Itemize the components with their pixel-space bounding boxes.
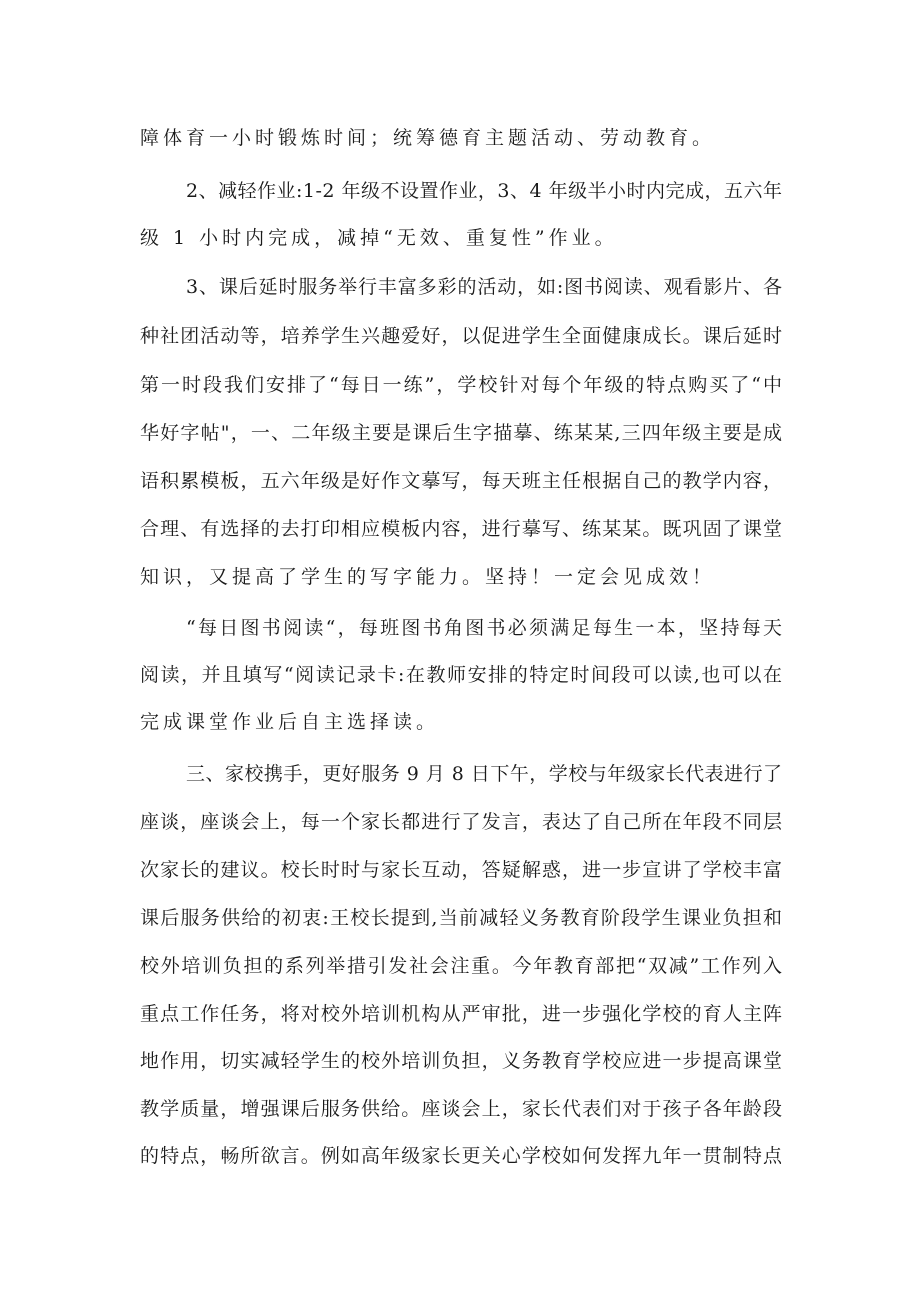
text-line: 障体育一小时锻炼时间；统筹德育主题活动、劳动教育。 bbox=[140, 127, 716, 149]
text-line: 阅读，并且填写“阅读记录卡:在教师安排的特定时间段可以读,也可以在 bbox=[140, 664, 784, 686]
text-line: 3、课后延时服务举行丰富多彩的活动，如:图书阅读、观看影片、各 bbox=[186, 276, 783, 298]
text-line: 2、减轻作业:1-2 年级不设置作业，3、4 年级半小时内完成，五六年 bbox=[186, 180, 783, 202]
text-line: 完成课堂作业后自主选择读。 bbox=[140, 711, 440, 733]
text-line: 级 1 小时内完成，减掉“无效、重复性”作业。 bbox=[140, 227, 618, 249]
text-line: 三、家校携手，更好服务 9 月 8 日下午，学校与年级家长代表进行了 bbox=[186, 763, 783, 785]
text-line: 教学质量，增强课后服务供给。座谈会上，家长代表们对于孩子各年龄段 bbox=[140, 1098, 784, 1120]
text-line: 座谈，座谈会上，每一个家长都进行了发言，表达了自己所在年段不同层 bbox=[140, 811, 784, 833]
text-line: 重点工作任务，将对校外培训机构从严审批，进一步强化学校的育人主阵 bbox=[140, 1003, 784, 1025]
text-line: 种社团活动等，培养学生兴趣爱好，以促进学生全面健康成长。课后延时 bbox=[140, 325, 784, 347]
text-line: 校外培训负担的系列举措引发社会注重。今年教育部把“双减”工作列入 bbox=[140, 955, 784, 977]
text-line: 课后服务供给的初衷:王校长提到,当前减轻义务教育阶段学生课业负担和 bbox=[140, 907, 784, 929]
text-line: 语积累模板，五六年级是好作文摹写，每天班主任根据自己的教学内容， bbox=[140, 470, 784, 492]
text-line: 的特点，畅所欲言。例如高年级家长更关心学校如何发挥九年一贯制特点 bbox=[140, 1145, 784, 1167]
text-line: 次家长的建议。校长时时与家长互动，答疑解惑，进一步宣讲了学校丰富 bbox=[140, 859, 784, 881]
text-line: “每日图书阅读“，每班图书角图书必须满足每生一本，坚持每天 bbox=[186, 617, 785, 639]
text-line: 第一时段我们安排了“每日一练”，学校针对每个年级的特点购买了“中 bbox=[140, 374, 784, 396]
text-line: 知识，又提高了学生的写字能力。坚持！一定会见成效！ bbox=[140, 566, 716, 588]
text-line: 合理、有选择的去打印相应模板内容，进行摹写、练某某。既巩固了课堂 bbox=[140, 518, 784, 540]
text-line: 地作用，切实减轻学生的校外培训负担，义务教育学校应进一步提高课堂 bbox=[140, 1050, 784, 1072]
text-line: 华好字帖"，一、二年级主要是课后生字描摹、练某某,三四年级主要是成 bbox=[140, 422, 784, 444]
